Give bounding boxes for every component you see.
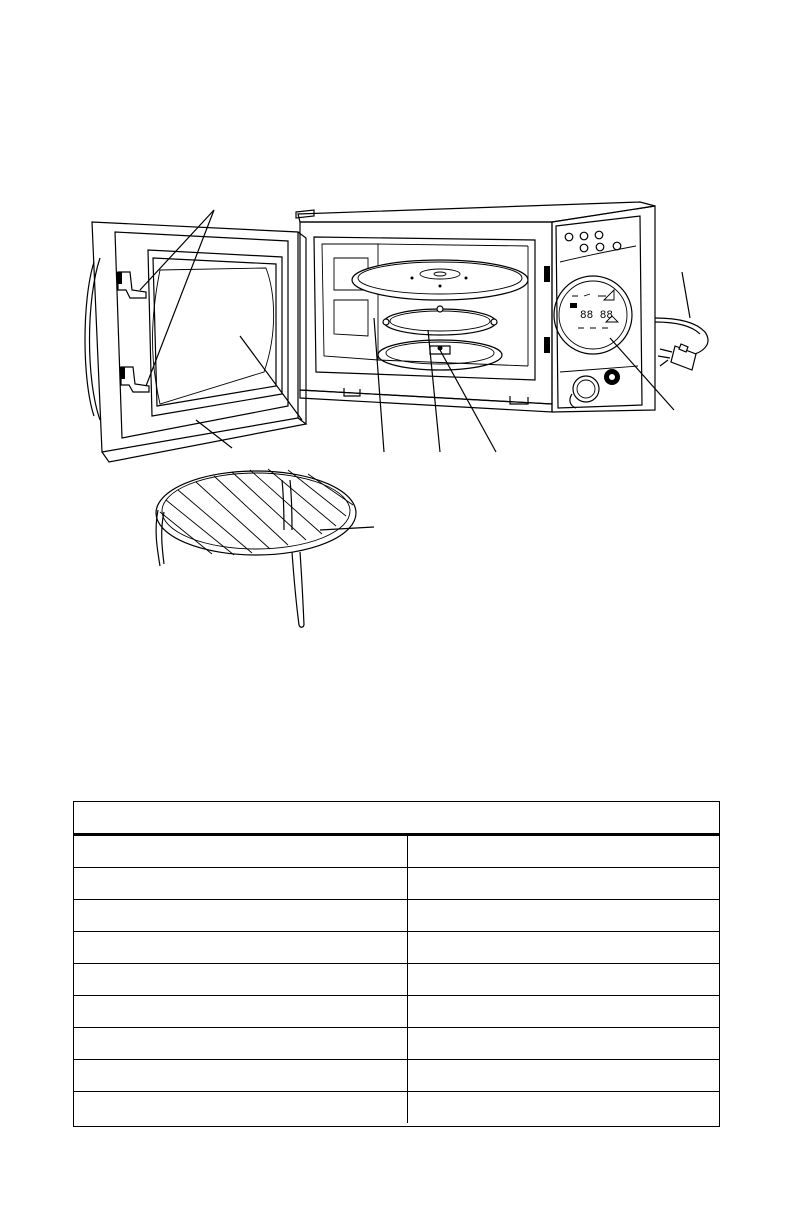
- table-cell: [408, 1060, 719, 1091]
- table-row: [74, 1059, 719, 1091]
- table-cell: [408, 836, 719, 867]
- table-cell: [408, 996, 719, 1027]
- table-row: [74, 899, 719, 931]
- table-cell: [408, 868, 719, 899]
- table-cell: [408, 1028, 719, 1059]
- svg-text:88 88: 88 88: [580, 310, 614, 322]
- power-cord-plug-icon: [655, 318, 708, 370]
- table-cell: [74, 900, 408, 931]
- table-cell: [74, 964, 408, 995]
- table-cell: [408, 900, 719, 931]
- table-cell: [74, 932, 408, 963]
- table-cell: [74, 1028, 408, 1059]
- table-cell: [74, 1092, 408, 1123]
- table-cell: [74, 996, 408, 1027]
- table-cell: [74, 836, 408, 867]
- table-row: [74, 931, 719, 963]
- wire-rack-illustration: [156, 469, 356, 627]
- table-cell: [74, 868, 408, 899]
- parts-table-title: [74, 802, 719, 835]
- glass-tray: [352, 260, 528, 300]
- table-cell: [74, 1060, 408, 1091]
- turntable-shaft: [378, 340, 502, 370]
- table-cell: [408, 964, 719, 995]
- table-row: [74, 1027, 719, 1059]
- table-row: [74, 963, 719, 995]
- table-cell: [408, 932, 719, 963]
- control-panel: [554, 216, 642, 408]
- table-row: [74, 835, 719, 867]
- table-row: [74, 1091, 719, 1123]
- table-cell: [408, 1092, 719, 1123]
- parts-table: [73, 801, 720, 1127]
- roller-ring: [383, 306, 497, 335]
- table-row: [74, 995, 719, 1027]
- table-row: [74, 867, 719, 899]
